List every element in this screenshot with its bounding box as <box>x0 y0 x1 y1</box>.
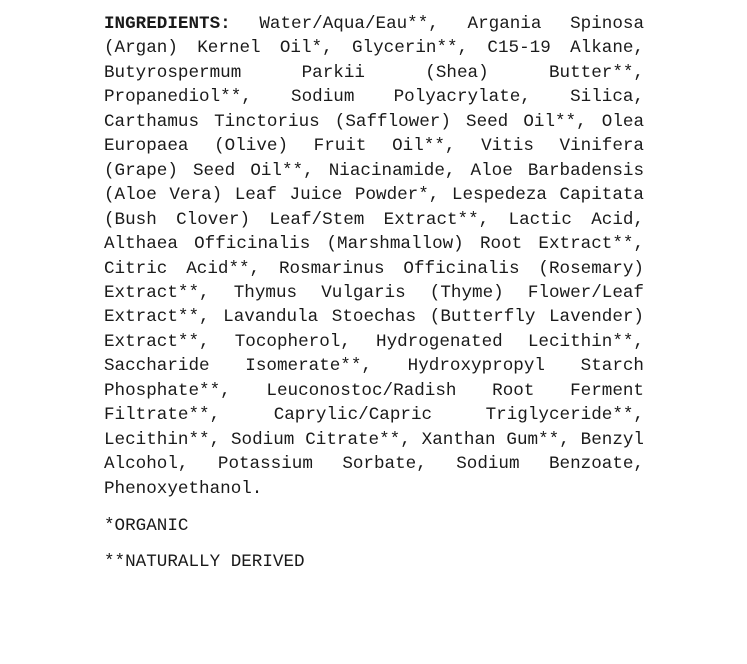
ingredients-heading: INGREDIENTS: <box>104 14 231 34</box>
ingredients-list: Water/Aqua/Eau**, Argania Spinosa (Argan) Kernel Oil*, Glycerin**, C15-19 Alkane, Butyrospermum Parkii (Shea) Butter**, Propanediol**, Sodium Polyacrylate, Silica, Carthamus Tinctorius (Safflower) Seed Oil**, Olea Europaea (Olive) Fruit Oil**, Vitis Vinifera (Grape) Seed Oil**, Niacinamide, Aloe Barbadensis (Aloe Vera) Leaf Juice Powder*, Lespedeza Capitata (Bush Clover) Leaf/Stem Extract**, Lactic Acid, Althaea Officinalis (Marshmallow) Root Extract**, Citric Acid**, Rosmarinus Officinalis (Rosemary) Extract**, Thymus Vulgaris (Thyme) Flower/Leaf Extract**, Lavandula Stoechas (Butterfly Lavender) Extract**, Tocopherol, Hydrogenated Lecithin**, Saccharide Isomerate**, Hydroxypropyl Starch Phosphate**, Leuconostoc/Radish Root Ferment Filtrate**, Caprylic/Capric Triglyceride**, Lecithin**, Sodium Citrate**, Xanthan Gum**, Benzyl Alcohol, Potassium Sorbate, Sodium Benzoate, Phenoxyethanol. <box>104 14 644 499</box>
footnote-naturally-derived: **NATURALLY DERIVED <box>104 552 305 573</box>
footnote-organic: *ORGANIC <box>104 516 189 537</box>
ingredients-paragraph <box>104 12 644 501</box>
ingredients-label <box>104 12 644 574</box>
